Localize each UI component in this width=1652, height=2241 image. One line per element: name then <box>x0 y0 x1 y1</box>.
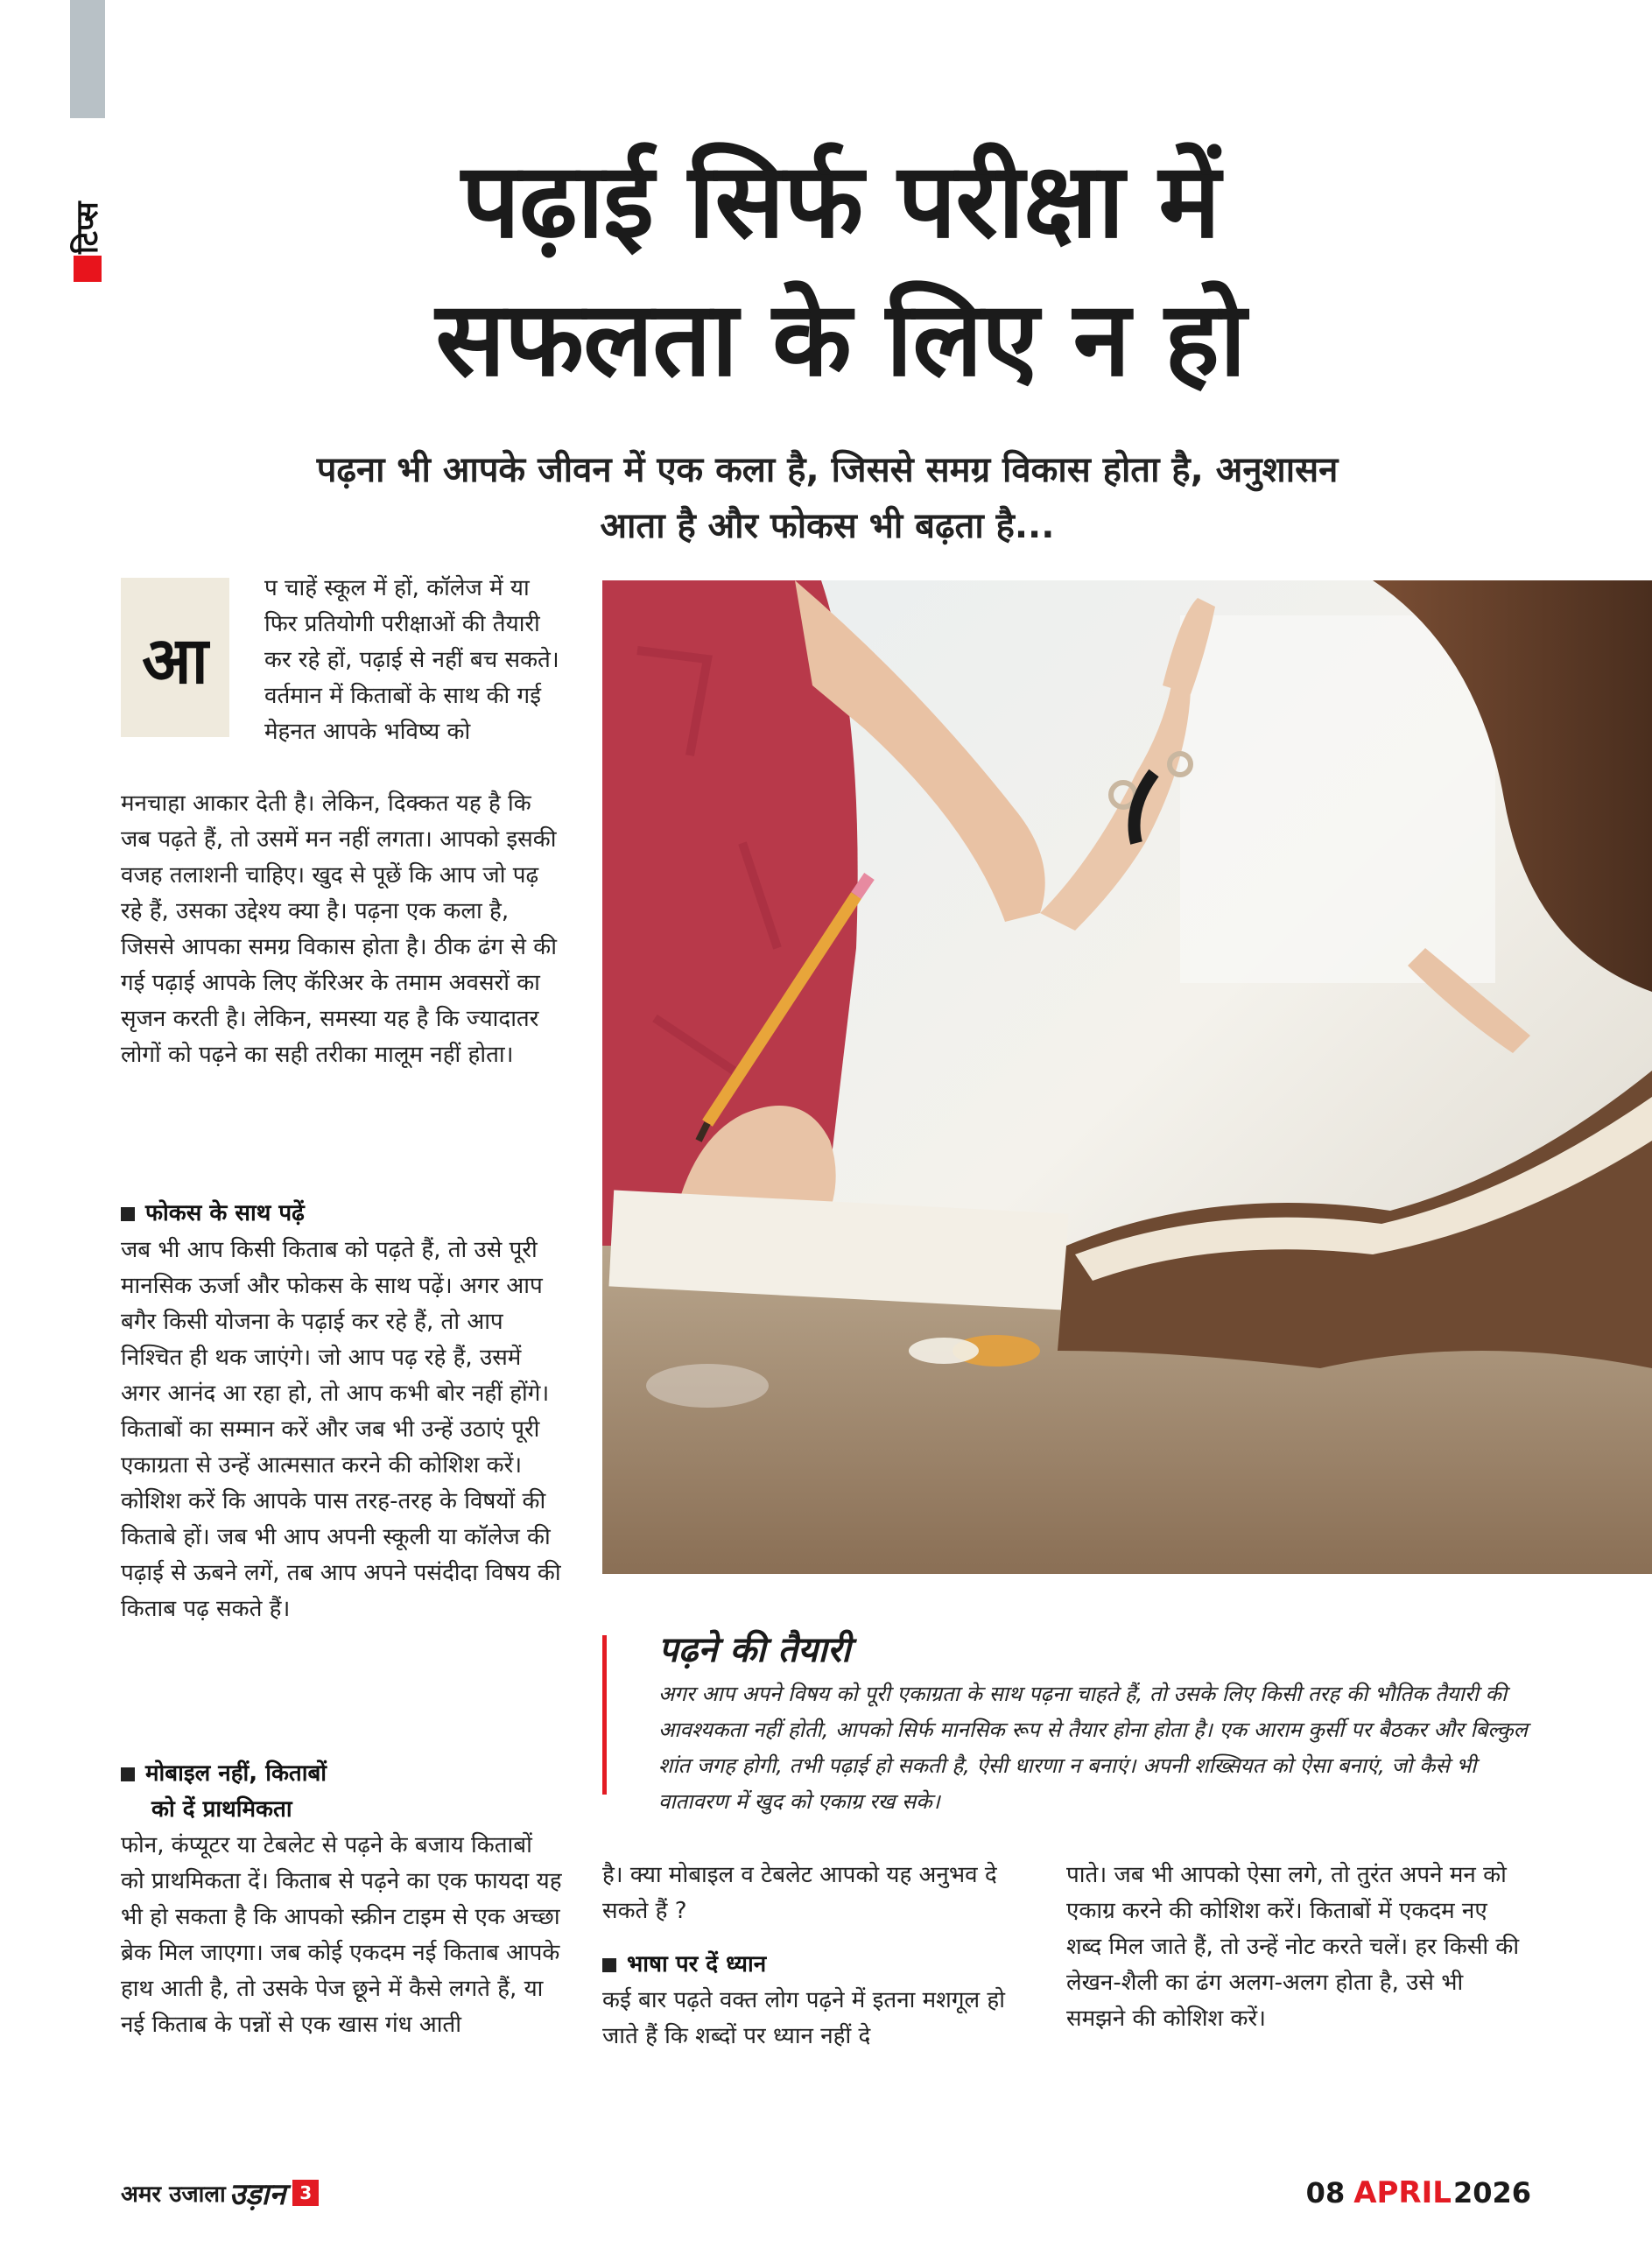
section-3-heading-text: भाषा पर दें ध्यान <box>627 1951 767 1978</box>
date-month: APRIL <box>1353 2175 1452 2210</box>
footer-brand <box>121 2175 319 2210</box>
subhead-line-2: आता है और फोकस भी बढ़ता है... <box>600 506 1055 546</box>
section-1-heading <box>121 1196 562 1227</box>
section-2-paragraph: फोन, कंप्यूटर या टेबलेट से पढ़ने के बजाय किताबों को प्राथमिकता दें। किताब से पढ़ने का एक फायदा यह भी हो सकता है कि आपको स्क्रीन टाइम से एक अच्छा ब्रेक मिल जाएगा। जब कोई एकदम नई किताब आपके हाथ आती है, तो उसके पेज छूने में कैसे लगते हैं, या नई किताब के पन्नों से एक खास गंध आती <box>121 1832 562 2038</box>
intro-text-beside-dropcap <box>264 571 562 750</box>
callout-accent-bar <box>602 1635 607 1795</box>
headline <box>158 131 1523 408</box>
brand-name: अमर उजाला <box>121 2181 226 2208</box>
section-2-body <box>121 1828 562 2043</box>
section-3-heading <box>602 1947 1023 1983</box>
page-number: 3 <box>292 2180 319 2206</box>
date-year: 2026 <box>1452 2176 1531 2209</box>
article-photo-student-writing <box>602 580 1652 1574</box>
intro-rest-paragraph: मनचाहा आकार देती है। लेकिन, दिक्कत यह है कि जब पढ़ते हैं, तो उसमें मन नहीं लगता। आपको इसकी वजह तलाशनी चाहिए। खुद से पूछें कि आप जो पढ़ रहे हैं, उसका उद्देश्य क्या है। पढ़ना एक कला है, जिससे आपका समग्र विकास होता है। ठीक ढंग से की गई पढ़ाई आपके लिए कॅरिअर के तमाम अवसरों का सृजन करती है। लेकिन, समस्या यह है कि ज्यादातर लोगों को पढ़ने का सही तरीका मालूम नहीं होता। <box>121 790 557 1068</box>
section-3-continued: पाते। जब भी आपको ऐसा लगे, तो तुरंत अपने मन को एकाग्र करने की कोशिश करें। किताबों में एकदम नए शब्द मिल जाते हैं, तो उन्हें नोट करते चलें। हर किसी की लेखन-शैली का ढंग अलग-अलग होता है, उसे भी समझने की कोशिश करें। <box>1066 1862 1520 2032</box>
headline-line-2: सफलता के लिए न हो <box>435 278 1246 399</box>
date-day: 08 <box>1305 2176 1346 2209</box>
section-1-paragraph: जब भी आप किसी किताब को पढ़ते हैं, तो उसे पूरी मानसिक ऊर्जा और फोकस के साथ पढ़ें। अगर आप बगैर किसी योजना के पढ़ाई कर रहे हैं, तो आप निश्चित ही थक जाएंगे। जो आप पढ़ रहे हैं, उसमें अगर आनंद आ रहा हो, तो आप कभी बोर नहीं होंगे। किताबों का सम्मान करें और जब भी उन्हें उठाएं पूरी एकाग्रता से उन्हें आत्मसात करने की कोशिश करें। कोशिश करें कि आपके पास तरह-तरह के विषयों की किताबे हों। जब भी आप अपनी स्कूली या कॉलेज की पढ़ाई से ऊबने लगें, तब आप अपने पसंदीदा विषय की किताब पढ़ सकते हैं। <box>121 1237 561 1622</box>
drop-cap: आ <box>121 578 229 737</box>
section-2-heading <box>121 1756 562 1828</box>
bullet-square-icon <box>602 1958 616 1972</box>
section-1-heading-text: फोकस के साथ पढ़ें <box>145 1200 305 1226</box>
section-2-heading-line-1: मोबाइल नहीं, किताबों <box>145 1760 327 1787</box>
middle-column <box>602 1858 1023 2055</box>
brand-supplement-name: उड़ान <box>228 2177 286 2212</box>
section-3-paragraph: कई बार पढ़ते वक्त लोग पढ़ने में इतना मशगूल हो जाते हैं कि शब्दों पर ध्यान नहीं दे <box>602 1987 1005 2049</box>
intro-text-continued <box>121 786 562 1073</box>
callout-title: पढ़ने की तैयारी <box>658 1630 851 1670</box>
right-column <box>1066 1858 1522 2037</box>
side-tab-gray-bar <box>70 0 105 118</box>
bullet-square-icon <box>121 1207 135 1221</box>
subheadline <box>175 442 1480 554</box>
bullet-square-icon <box>121 1767 135 1781</box>
side-tab-red-marker <box>74 256 102 282</box>
photo-illustration <box>602 580 1652 1574</box>
section-2-continued: है। क्या मोबाइल व टेबलेट आपको यह अनुभव दे सकते हैं ? <box>602 1862 997 1924</box>
section-label: टिप्स <box>70 201 105 254</box>
section-2-heading-line-2: को दें प्राथमिकता <box>151 1796 292 1823</box>
intro-top-paragraph: प चाहें स्कूल में हों, कॉलेज में या फिर प्रतियोगी परीक्षाओं की तैयारी कर रहे हों, पढ़ाई से नहीं बच सकते। वर्तमान में किताबों के साथ की गई मेहनत आपके भविष्य को <box>264 575 559 745</box>
footer-date <box>1306 2175 1531 2210</box>
headline-line-1: पढ़ाई सिर्फ परीक्षा में <box>460 140 1220 261</box>
section-1-body <box>121 1233 562 1627</box>
subhead-line-1: पढ़ना भी आपके जीवन में एक कला है, जिससे समग्र विकास होता है, अनुशासन <box>316 450 1339 490</box>
callout-body: अगर आप अपने विषय को पूरी एकाग्रता के साथ पढ़ना चाहते हैं, तो उसके लिए किसी तरह की भौतिक तैयारी की आवश्यकता नहीं होती, आपको सिर्फ मानसिक रूप से तैयार होना होता है। एक आराम कुर्सी पर बैठकर और बिल्कुल शांत जगह होगी, तभी पढ़ाई हो सकती है, ऐसी धारणा न बनाएं। अपनी शख्सियत को ऐसा बनाएं, जो कैसे भी वातावरण में खुद को एकाग्र रख सके। <box>658 1682 1528 1814</box>
